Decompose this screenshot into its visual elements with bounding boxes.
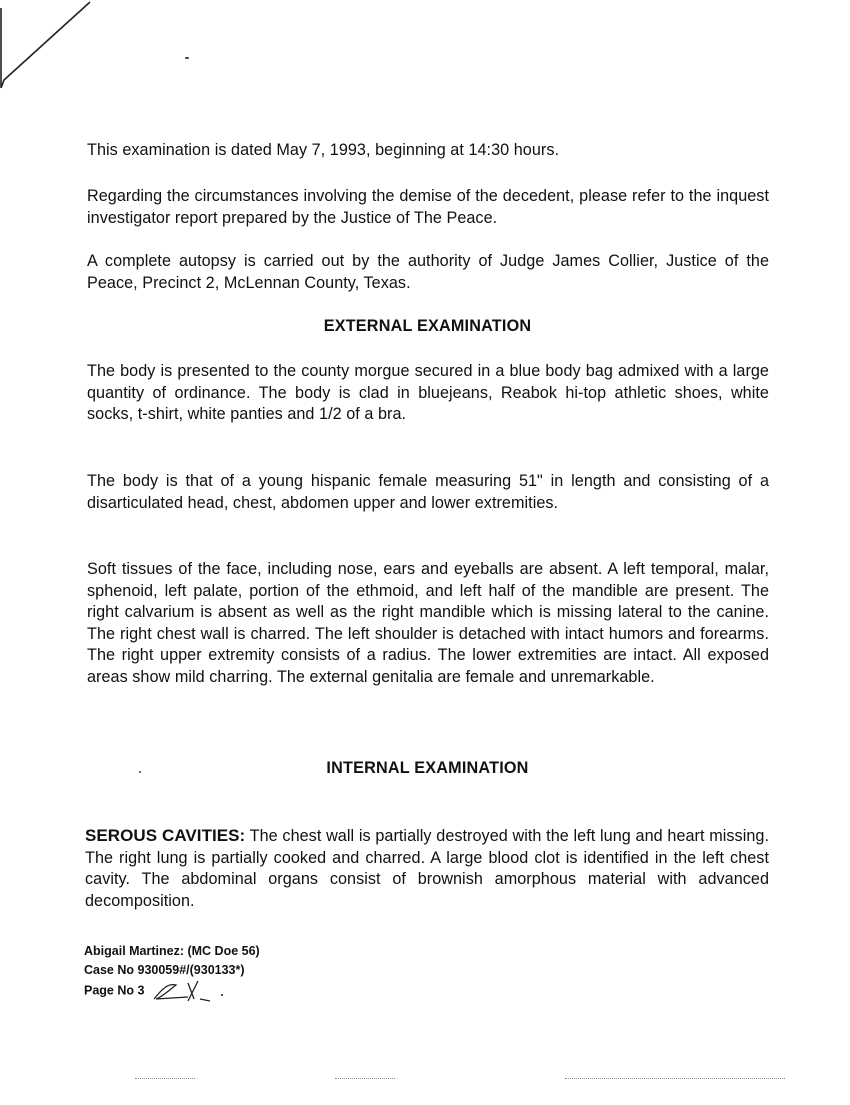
page-number-line bbox=[84, 979, 260, 1003]
external-clothing-paragraph: The body is presented to the county morgue secured in a blue body bag admixed with a large quantity of ordinance. The body is clad in bluejeans, Reabok hi-top athletic shoes, white socks, t-shirt, white panties and 1/2 of a bra. bbox=[87, 362, 769, 423]
handwritten-initials-icon bbox=[148, 979, 228, 1003]
case-footer bbox=[84, 942, 260, 1003]
serous-cavities-label: SEROUS CAVITIES: bbox=[85, 826, 246, 845]
scan-noise bbox=[335, 1078, 395, 1081]
scan-speck bbox=[185, 57, 189, 59]
page-number: Page No 3 bbox=[84, 983, 145, 998]
serous-cavities-text: The chest wall is partially destroyed with the left lung and heart missing. The right lung is partially cooked and charred. A large blood clot is identified in the left chest cavity. The abdominal organs consist of brownish amorphous material with advanced decomposition. bbox=[85, 827, 769, 910]
circumstances-paragraph: Regarding the circumstances involving the demise of the decedent, please refer to the inquest investigator report prepared by the Justice of The Peace. bbox=[87, 187, 769, 227]
scan-noise bbox=[565, 1078, 785, 1081]
external-examination-heading: EXTERNAL EXAMINATION bbox=[323, 317, 532, 335]
case-number: Case No 930059#/(930133*) bbox=[84, 962, 245, 977]
decedent-name: Abigail Martinez: (MC Doe 56) bbox=[84, 944, 260, 958]
corner-mark-icon bbox=[0, 0, 100, 95]
exam-date-paragraph: This examination is dated May 7, 1993, beginning at 14:30 hours. bbox=[87, 141, 560, 159]
serous-cavities-paragraph bbox=[85, 825, 769, 912]
scan-noise bbox=[135, 1078, 195, 1081]
external-soft-tissue-paragraph: Soft tissues of the face, including nose, ears and eyeballs are absent. A left temporal, malar, sphenoid, left palate, portion of the ethmoid, and left half of the mandible are present. The right calvarium is absent as well as the right mandible which is missing lateral to the canine. The right chest wall is charred. The left shoulder is detached with intact humors and forearms. The right upper extremity consists of a radius. The lower extremities are intact. All exposed areas show mild charring. The external genitalia are female and unremarkable. bbox=[87, 560, 769, 686]
authority-paragraph: A complete autopsy is carried out by the authority of Judge James Collier, Justice of the Peace, Precinct 2, McLennan County, Texas. bbox=[87, 252, 769, 292]
internal-examination-heading: INTERNAL EXAMINATION bbox=[326, 759, 529, 777]
external-body-paragraph: The body is that of a young hispanic female measuring 51" in length and consisting of a disarticulated head, chest, abdomen upper and lower extremities. bbox=[87, 472, 769, 512]
